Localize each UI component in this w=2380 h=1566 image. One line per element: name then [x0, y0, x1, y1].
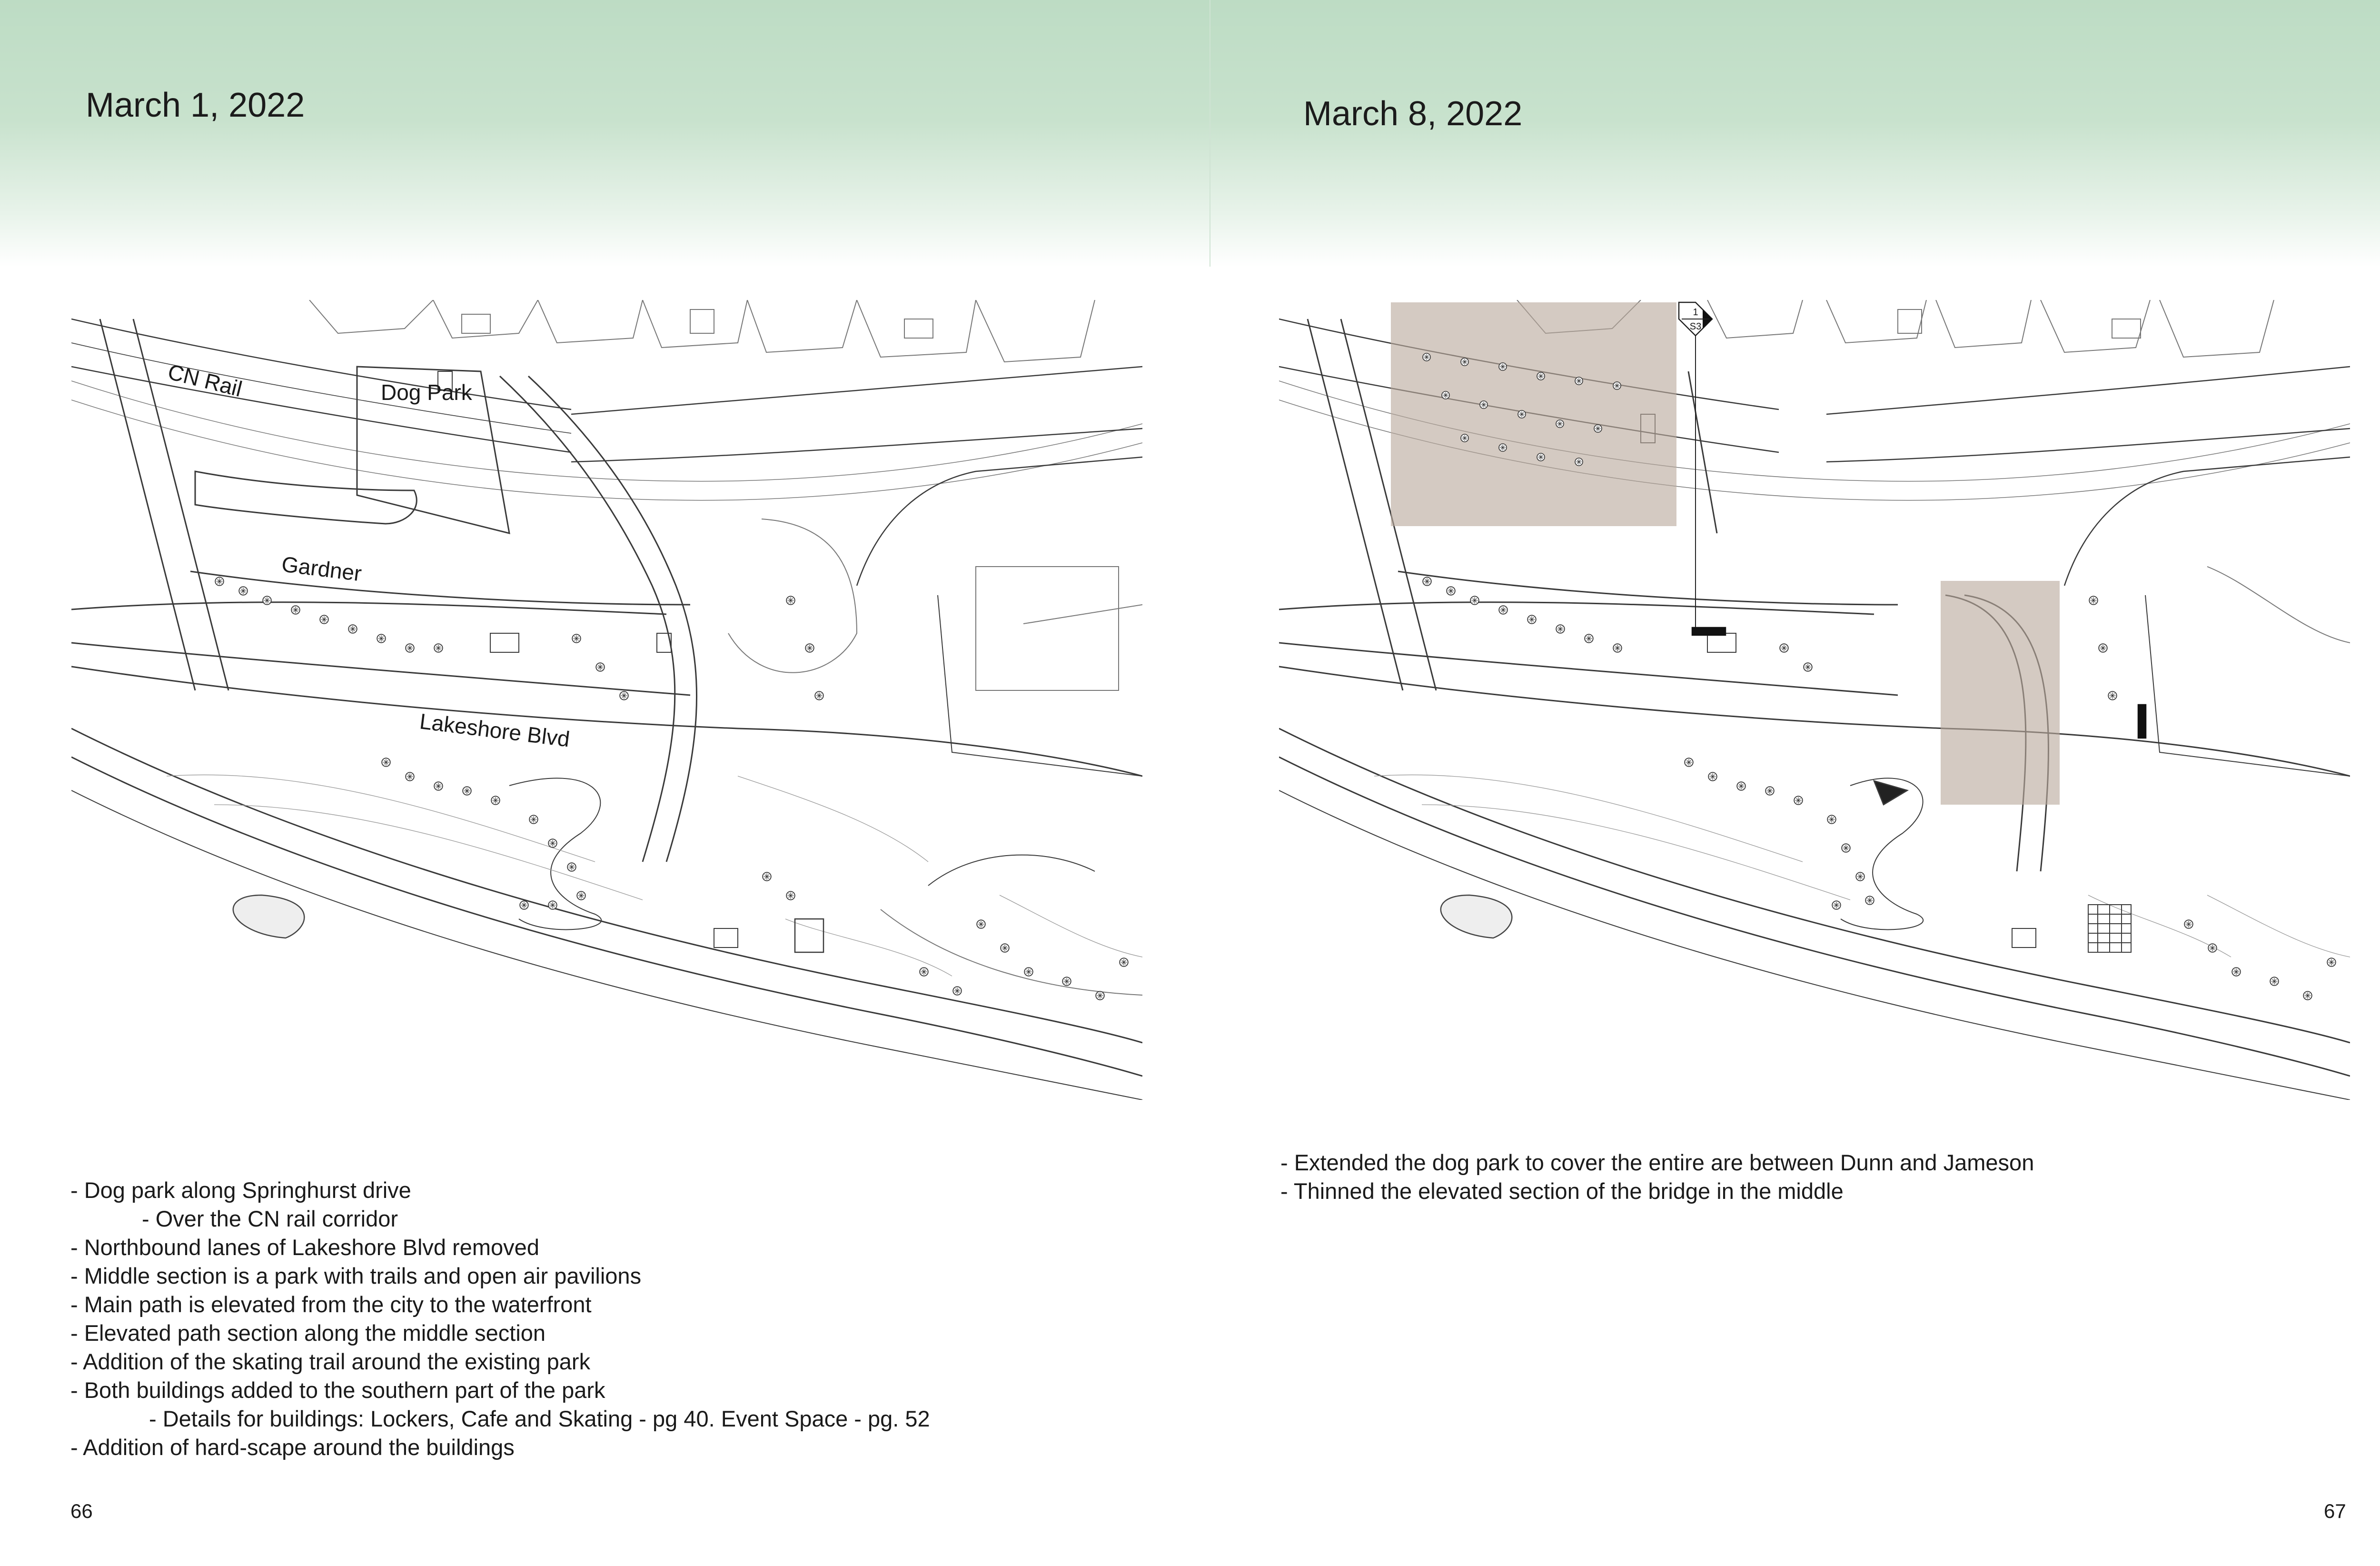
page-number-left: 66 — [70, 1500, 93, 1522]
right-page-notes — [1280, 1148, 2034, 1206]
note-line: - Thinned the elevated section of the bridge in the middle — [1280, 1178, 1844, 1204]
map-label-dog-park: Dog Park — [381, 380, 472, 405]
note-line: - Addition of the skating trail around the existing park — [70, 1349, 591, 1374]
site-plan-march-1 — [71, 300, 1142, 1100]
map-label-cn-rail: CN Rail — [165, 359, 245, 402]
note-line: - Middle section is a park with trails and open air pavilions — [70, 1263, 642, 1288]
map-label-lakeshore: Lakeshore Blvd — [418, 708, 571, 752]
note-line: - Northbound lanes of Lakeshore Blvd removed — [70, 1235, 539, 1260]
note-line: - Extended the dog park to cover the entire are between Dunn and Jameson — [1280, 1150, 2034, 1175]
right-page — [1210, 0, 2380, 1566]
section-marker — [1679, 302, 1712, 336]
map-label-gardner: Gardner — [280, 551, 363, 586]
note-line: - Addition of hard-scape around the buildings — [70, 1435, 515, 1460]
dog-park-extension-highlight — [1391, 302, 1676, 526]
note-line: - Both buildings added to the southern part of the park — [70, 1377, 605, 1403]
note-line: - Main path is elevated from the city to the waterfront — [70, 1292, 592, 1317]
note-line: - Details for buildings: Lockers, Cafe and Skating - pg 40. Event Space - pg. 52 — [149, 1406, 930, 1431]
section-marker-number: 1 — [1693, 307, 1698, 318]
note-line: - Over the CN rail corridor — [142, 1206, 398, 1231]
section-marker-sheet: S3 — [1689, 321, 1702, 332]
bridge-thinned-section-highlight — [1941, 581, 2060, 805]
left-page-date: March 1, 2022 — [86, 86, 305, 124]
right-page-date: March 8, 2022 — [1303, 95, 1523, 133]
note-line: - Elevated path section along the middle section — [70, 1320, 546, 1346]
site-plan-march-8 — [1279, 300, 2350, 1100]
page-number-right: 67 — [2324, 1500, 2346, 1522]
note-line: - Dog park along Springhurst drive — [70, 1177, 411, 1203]
left-page-notes — [70, 1176, 930, 1462]
